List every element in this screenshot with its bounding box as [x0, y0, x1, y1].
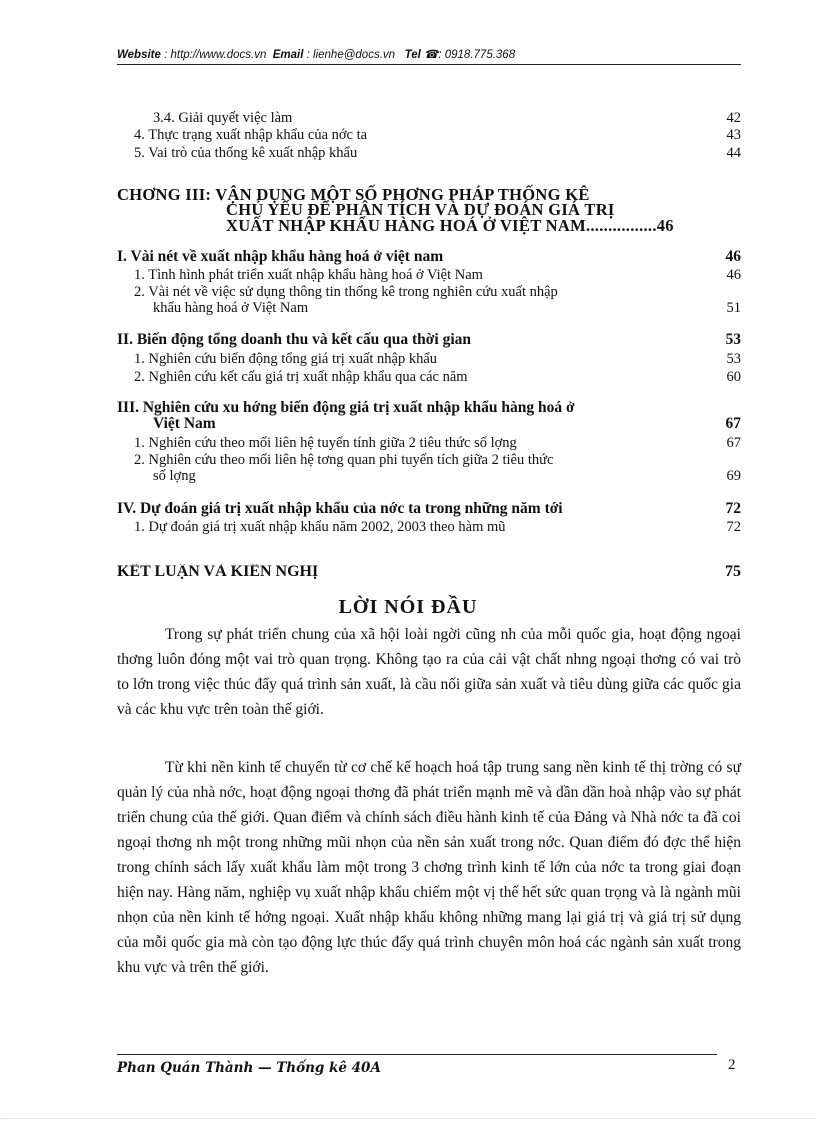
- website-value: : http://www.docs.vn: [164, 49, 267, 61]
- toc-section: IV. Dự đoán giá trị xuất nhập khẩu của nớc ta trong những năm tới 72: [117, 501, 741, 517]
- toc-chapter-heading-cont: CHỦ YẾU ĐỂ PHÂN TÍCH VÀ DỰ ĐOÁN GIÁ TRỊ: [226, 200, 615, 219]
- toc-entry: 2. Vài nét về việc sử dụng thông tin thống kê trong nghiên cứu xuất nhập: [134, 284, 558, 300]
- toc-entry: 1. Dự đoán giá trị xuất nhập khẩu năm 2002, 2003 theo hàm mũ 72: [134, 519, 741, 535]
- toc-entry: 3.4. Giải quyết việc làm 42: [153, 110, 741, 126]
- page-number: 2: [728, 1057, 736, 1073]
- footer-author: Phan Quán Thành — Thống kê 40A: [117, 1060, 381, 1076]
- tel-value: : 0918.775.368: [438, 49, 516, 61]
- website-label: Website: [117, 49, 161, 61]
- paragraph-text: Trong sự phát triển chung của xã hội loài ngời cũng nh của mỗi quốc gia, hoạt động ngoại thơng luôn đóng một vai trò quan trọng. Không tạo ra của cải vật chất nhng ngoại thơng có vai trò to lớn trong việc thúc đẩy quá trình sản xuất, là cầu nối giữa sản xuất và tiêu dùng giữa các quốc gia và các khu vực trên toàn thế giới.: [117, 626, 741, 718]
- body-paragraph: [117, 755, 741, 980]
- toc-entry-cont: khẩu hàng hoá ở Việt Nam 51: [153, 300, 741, 316]
- toc-entry: 2. Nghiên cứu kết cấu giá trị xuất nhập khẩu qua các năm 60: [134, 369, 741, 385]
- page-title: LỜI NÓI ĐẦU: [338, 596, 478, 618]
- toc-entry: 1. Nghiên cứu biến động tổng giá trị xuất nhập khẩu 53: [134, 351, 741, 367]
- toc-section: I. Vài nét về xuất nhập khẩu hàng hoá ở việt nam 46: [117, 249, 741, 265]
- paragraph-text: Từ khi nền kinh tế chuyển từ cơ chế kế hoạch hoá tập trung sang nền kinh tế thị trờng có sự quản lý của nhà nớc, hoạt động ngoại thơng đã phát triển mạnh mẽ và dần dần hoà nhập vào sự phát triển chung của thế giới. Quan điểm và chính sách điều hành kinh tế của Đảng và Nhà nớc ta đã coi ngoại thơng nh một trong những mũi nhọn của nền sản xuất trong nớc. Quan điểm đó đợc thể hiện trong chính sách lấy xuất khẩu làm một trong 3 chơng trình kinh tế lớn của nớc ta trong giai đoạn hiện nay. Hàng năm, nghiệp vụ xuất nhập khẩu chiếm một vị thế hết sức quan trọng và là ngành mũi nhọn của nền kinh tế hớng ngoại. Xuất nhập khẩu không những mang lại giá trị và giá trị sử dụng của mỗi quốc gia mà còn tạo động lực thúc đẩy quá trình chuyên môn hoá các ngành sản xuất trong khu vực và trên thế giới.: [117, 759, 741, 976]
- toc-entry: 1. Nghiên cứu theo mối liên hệ tuyến tính giữa 2 tiêu thức số lợng 67: [134, 435, 741, 451]
- header-rule: [117, 64, 741, 65]
- toc-chapter-heading-cont: XUẤT NHẬP KHẨU HÀNG HOÁ Ở VIỆT NAM................46: [226, 216, 674, 235]
- email-value: : lienhe@docs.vn: [306, 49, 396, 61]
- toc-entry: 2. Nghiên cứu theo mối liên hệ tơng quan phi tuyến tích giữa 2 tiêu thức: [134, 452, 554, 468]
- phone-icon: ☎: [424, 49, 439, 61]
- toc-entry-cont: số lợng 69: [153, 468, 741, 484]
- toc-entry: 1. Tình hình phát triển xuất nhập khẩu hàng hoá ở Việt Nam 46: [134, 267, 741, 283]
- toc-section: III. Nghiên cứu xu hớng biến động giá trị xuất nhập khẩu hàng hoá ở: [117, 400, 575, 416]
- toc-section-cont: Việt Nam 67: [153, 416, 741, 432]
- tel-label: Tel: [404, 49, 421, 61]
- page-bottom-border: [0, 1118, 816, 1119]
- email-label: Email: [272, 49, 304, 61]
- page-header: [117, 47, 515, 61]
- toc-chapter-heading: CHƠNG III: VẬN DỤNG MỘT SỐ PHƠNG PHÁP THỐNG KÊ: [117, 185, 590, 204]
- footer-rule: [117, 1054, 717, 1055]
- toc-entry: 4. Thực trạng xuất nhập khẩu của nớc ta 43: [134, 127, 741, 143]
- toc-entry: 5. Vai trò của thống kê xuất nhập khẩu 44: [134, 145, 741, 161]
- toc-section: II. Biến động tổng doanh thu và kết cấu qua thời gian 53: [117, 332, 741, 348]
- body-paragraph: [117, 622, 741, 722]
- toc-conclusion: KẾT LUẬN VÀ KIẾN NGHỊ 75: [117, 564, 741, 580]
